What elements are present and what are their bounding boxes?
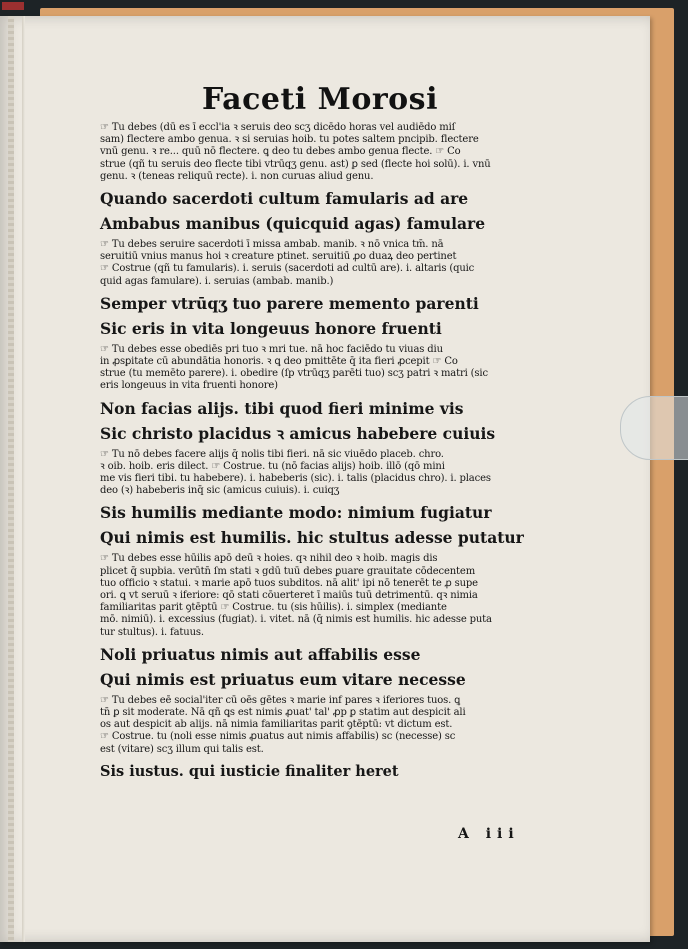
gloss-line: seruitiū vnius manus hoi ꝛ creature ptinet. seruitiū ꝓo duaꝝ deo pertinet xyxy=(100,251,457,263)
verse-line: Sis humilis mediante modo: nimium fugiatur xyxy=(100,503,492,523)
verse-block xyxy=(100,645,546,664)
gloss-line: strue (qñ tu seruis deo flecte tibi vtrūqʒ genu. ast) ꝑ sed (flecte hoi solū). i. vnū xyxy=(100,158,491,170)
gloss-line: ☞ Costrue (qñ tu famularis). i. seruis (sacerdoti ad cultū are). i. altaris (quic xyxy=(100,263,475,275)
page-gutter xyxy=(8,16,14,942)
gloss-line: ☞ Tu debes seruire sacerdoti ī missa ambab. manib. ꝛ nō vnica tm̄. nā xyxy=(100,239,444,251)
gloss-line: strue (tu memēto parere). i. obedire (ſp vtrūqʒ parēti tuo) scʒ patri ꝛ matri (sic xyxy=(100,368,488,380)
verse-block xyxy=(100,762,546,781)
gloss-line: genu. ꝛ (teneas reliquū recte). i. non curuas aliud genu. xyxy=(100,170,374,182)
verse-block xyxy=(100,503,546,522)
gloss-line: ☞ Tu nō debes facere alijs q̄ nolis tibi fieri. nā sic viuēdo placeb. chro. xyxy=(100,448,444,460)
gloss-line: ori. ꝗ vt seruū ꝛ iferiore: qō stati cōuerteret ī maiūs tuū detrimentū. qꝛ nimia xyxy=(100,590,478,602)
verse-line: Qui nimis est humilis. hic stultus adesse putatur xyxy=(100,528,524,548)
verse-line: Quando sacerdoti cultum famularis ad are xyxy=(100,189,469,209)
gloss-block xyxy=(100,449,546,498)
verse-line: Sis iustus. qui iusticie finaliter heret xyxy=(100,762,399,780)
gloss-line: mō. nimiū). i. excessius (fugiat). i. vitet. nā (q̄ nimis est humilis. hic adesse puta xyxy=(100,614,492,626)
verse-block xyxy=(100,214,546,233)
verse-block xyxy=(100,670,546,689)
gloss-line: ☞ Tu debes (dū es ī eccl'ia ꝛ seruis deo scʒ dicēdo horas vel audiēdo miſ xyxy=(100,122,456,133)
gloss-line: ☞ Tu debes eē social'iter cū oēs gētes ꝛ marie inf pares ꝛ iferiores tuos. ꝗ xyxy=(100,694,461,706)
verse-line: Noli priuatus nimis aut affabilis esse xyxy=(100,644,421,664)
verse-line: Non facias alijs. tibi quod fieri minime vis xyxy=(100,398,464,418)
page-tab-marker xyxy=(620,396,688,460)
gloss-line: deo (ꝛ) habeberis inq̄ sic (amicus cuiuis). i. cuiqʒ xyxy=(100,485,340,497)
page-title: Faceti Morosi xyxy=(202,82,438,117)
gloss-line: tuo officio ꝛ statui. ꝛ marie apō tuos subditos. nā alit' ipi nō tenerēt te ꝓ supe xyxy=(100,577,478,589)
gloss-line: ☞ Costrue. tu (noli esse nimis ꝓuatus aut nimis affabilis) sc (necesse) sc xyxy=(100,731,456,743)
verse-block xyxy=(100,399,546,418)
gloss-line: in ꝓsꝑitate cū abundātia honoris. ꝛ ꝗ deo pmittēte q̄ ita fieri ꝓcepit ☞ Co xyxy=(100,356,458,368)
gloss-line: est (vitare) scʒ illum qui talis est. xyxy=(100,743,264,755)
verse-block xyxy=(100,424,546,443)
verse-line: Qui nimis est priuatus eum vitare necesse xyxy=(100,669,466,689)
verse-line: Sic eris in vita longeuus honore fruenti xyxy=(100,318,442,338)
corner-color-mark xyxy=(2,2,24,10)
gloss-block xyxy=(100,553,546,638)
gloss-block xyxy=(100,239,546,288)
gloss-line: ☞ Tu debes esse obediēs pri tuo ꝛ mri tue. nā hoc faciēdo tu viuas diu xyxy=(100,343,443,355)
verse-block xyxy=(100,528,546,547)
gloss-line: plicet q̄ supbia. verūtn̄ ſm stati ꝛ gdū tuū debes ꝑuare grauitate cōdecentem xyxy=(100,565,476,577)
verse-block xyxy=(100,294,546,313)
gloss-block xyxy=(100,695,546,756)
gloss-block xyxy=(100,344,546,393)
verse-block xyxy=(100,189,546,208)
gloss-line: vnū genu. ꝛ re... quū nō flectere. ꝗ deo tu debes ambo genua flecte. ☞ Co xyxy=(100,146,461,158)
gloss-line: tur stultus). i. fatuus. xyxy=(100,626,204,638)
gloss-line: eris longeuus in vita fruenti honore) xyxy=(100,380,278,392)
signature-mark: A iii xyxy=(458,826,520,842)
page-fold-shadow xyxy=(22,16,25,942)
verse-block xyxy=(100,319,546,338)
gloss-line: me vis fieri tibi. tu habebere). i. habeberis (sic). i. talis (placidus chro). i. places xyxy=(100,473,491,485)
verse-line: Semper vtrūqʒ tuo parere memento parenti xyxy=(100,293,479,313)
gloss-line: sam) flectere ambo genua. ꝛ si seruias hoib. tu potes saltem pncipib. flectere xyxy=(100,134,479,146)
verse-line: Sic christo placidus ꝛ amicus habebere cuiuis xyxy=(100,423,496,443)
gloss-line: ☞ Tu debes esse hūilis apō deū ꝛ hoies. qꝛ nihil deo ꝛ hoib. magis dis xyxy=(100,553,438,565)
text-body xyxy=(100,122,546,787)
gloss-block xyxy=(100,122,546,183)
gloss-line: quid agas famulare). i. seruias (ambab. manib.) xyxy=(100,275,334,287)
gloss-line: tn̄ ꝑ sit moderate. Nā qñ ꝗs est nimis ꝓuat' tal' ꝓp ꝑ statim aut despicit ali xyxy=(100,707,466,719)
gloss-line: os aut despicit ab alijs. nā nimia familiaritas parit ꝯtēptū: vt dictum est. xyxy=(100,719,453,731)
gloss-line: ꝛ oib. hoib. eris dilect. ☞ Costrue. tu (nō facias alijs) hoib. illō (qō mini xyxy=(100,460,445,472)
gloss-line: familiaritas parit ꝯtēptū ☞ Costrue. tu (sis hūilis). i. simplex (mediante xyxy=(100,602,447,614)
verse-line: Ambabus manibus (quicquid agas) famulare xyxy=(100,214,486,234)
